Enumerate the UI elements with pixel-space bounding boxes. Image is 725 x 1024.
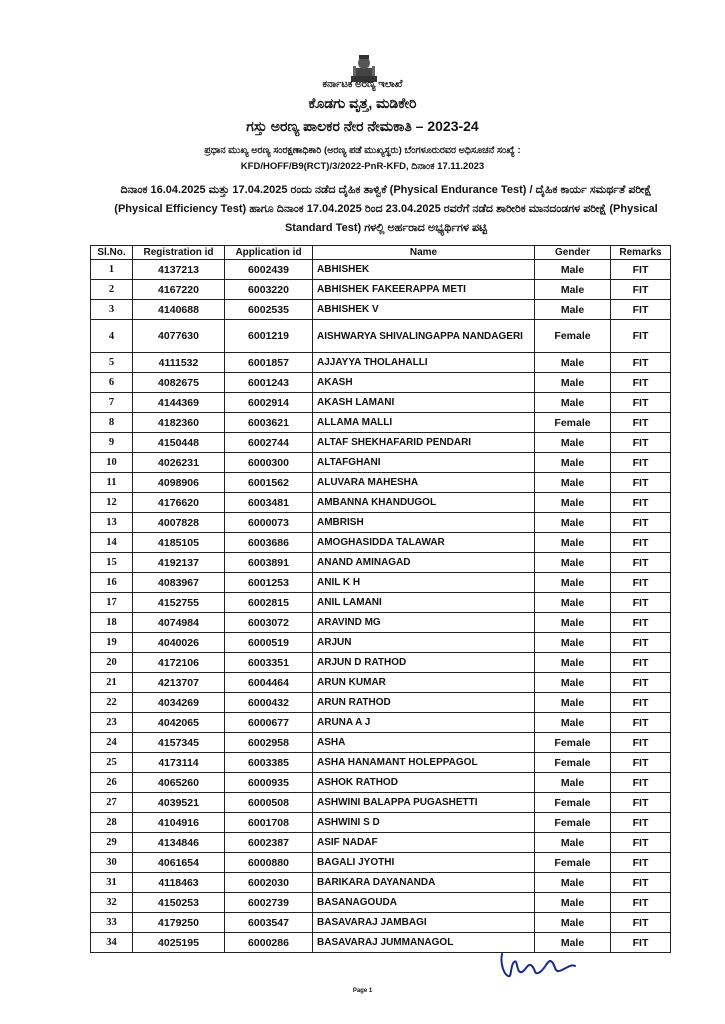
cell-registration-id: 4144369 <box>133 393 225 413</box>
notification-line: ಪ್ರಧಾನ ಮುಖ್ಯ ಅರಣ್ಯ ಸಂರಕ್ಷಣಾಧಿಕಾರಿ (ಅರಣ್ಯ ಪಡೆ ಮುಖ್ಯಸ್ಥರು) ಬೆಂಗಳೂರುರವರ ಅಧಿಸೂಚನೆ ಸಂಖ್ಯೆ : <box>204 145 521 156</box>
cell-name: ANIL K H <box>313 573 535 593</box>
cell-application-id: 6002439 <box>225 260 313 280</box>
cell-sl-no: 31 <box>91 873 133 893</box>
column-header: Sl.No. <box>91 246 133 260</box>
cell-application-id: 6002739 <box>225 893 313 913</box>
table-row <box>91 473 671 493</box>
cell-registration-id: 4074984 <box>133 613 225 633</box>
cell-remarks: FIT <box>611 733 671 753</box>
cell-name: ARAVIND MG <box>313 613 535 633</box>
cell-sl-no: 18 <box>91 613 133 633</box>
cell-gender: Male <box>535 373 611 393</box>
cell-gender: Male <box>535 613 611 633</box>
cell-name: ASHWINI BALAPPA PUGASHETTI <box>313 793 535 813</box>
cell-sl-no: 34 <box>91 933 133 953</box>
cell-gender: Male <box>535 593 611 613</box>
cell-registration-id: 4176620 <box>133 493 225 513</box>
cell-remarks: FIT <box>611 320 671 353</box>
cell-remarks: FIT <box>611 813 671 833</box>
cell-sl-no: 26 <box>91 773 133 793</box>
cell-sl-no: 33 <box>91 913 133 933</box>
cell-gender: Male <box>535 280 611 300</box>
recruitment-title: ಗಸ್ತು ಅರಣ್ಯ ಪಾಲಕರ ನೇರ ನೇಮಕಾತಿ – 2023-24 <box>246 118 479 134</box>
cell-registration-id: 4185105 <box>133 533 225 553</box>
cell-application-id: 6003072 <box>225 613 313 633</box>
cell-remarks: FIT <box>611 553 671 573</box>
cell-application-id: 6003891 <box>225 553 313 573</box>
cell-registration-id: 4061654 <box>133 853 225 873</box>
table-row <box>91 793 671 813</box>
cell-remarks: FIT <box>611 573 671 593</box>
cell-application-id: 6002914 <box>225 393 313 413</box>
table-row <box>91 413 671 433</box>
cell-sl-no: 19 <box>91 633 133 653</box>
cell-name: BASAVARAJ JUMMANAGOL <box>313 933 535 953</box>
cell-registration-id: 4025195 <box>133 933 225 953</box>
cell-application-id: 6000300 <box>225 453 313 473</box>
cell-sl-no: 12 <box>91 493 133 513</box>
table-row <box>91 673 671 693</box>
cell-registration-id: 4104916 <box>133 813 225 833</box>
cell-registration-id: 4040026 <box>133 633 225 653</box>
cell-sl-no: 2 <box>91 280 133 300</box>
cell-application-id: 6002815 <box>225 593 313 613</box>
cell-application-id: 6003621 <box>225 413 313 433</box>
cell-application-id: 6000880 <box>225 853 313 873</box>
cell-name: ASHOK RATHOD <box>313 773 535 793</box>
cell-registration-id: 4034269 <box>133 693 225 713</box>
cell-application-id: 6001219 <box>225 320 313 353</box>
table-row <box>91 513 671 533</box>
cell-registration-id: 4140688 <box>133 300 225 320</box>
table-row <box>91 813 671 833</box>
table-row <box>91 373 671 393</box>
cell-remarks: FIT <box>611 633 671 653</box>
cell-remarks: FIT <box>611 613 671 633</box>
table-row <box>91 833 671 853</box>
cell-gender: Male <box>535 493 611 513</box>
cell-sl-no: 13 <box>91 513 133 533</box>
cell-remarks: FIT <box>611 593 671 613</box>
cell-gender: Male <box>535 833 611 853</box>
table-row <box>91 300 671 320</box>
cell-name: ARJUN D RATHOD <box>313 653 535 673</box>
cell-gender: Male <box>535 873 611 893</box>
cell-gender: Female <box>535 733 611 753</box>
cell-name: ABHISHEK V <box>313 300 535 320</box>
cell-remarks: FIT <box>611 913 671 933</box>
cell-application-id: 6001243 <box>225 373 313 393</box>
table-row <box>91 773 671 793</box>
cell-name: ANAND AMINAGAD <box>313 553 535 573</box>
cell-application-id: 6000286 <box>225 933 313 953</box>
cell-name: BASANAGOUDA <box>313 893 535 913</box>
table-row <box>91 693 671 713</box>
cell-registration-id: 4134846 <box>133 833 225 853</box>
table-row <box>91 553 671 573</box>
cell-remarks: FIT <box>611 453 671 473</box>
cell-gender: Male <box>535 473 611 493</box>
cell-name: BASAVARAJ JAMBAGI <box>313 913 535 933</box>
cell-registration-id: 4150253 <box>133 893 225 913</box>
cell-application-id: 6001253 <box>225 573 313 593</box>
cell-sl-no: 1 <box>91 260 133 280</box>
cell-gender: Female <box>535 320 611 353</box>
cell-remarks: FIT <box>611 693 671 713</box>
cell-name: AJJAYYA THOLAHALLI <box>313 353 535 373</box>
cell-gender: Male <box>535 353 611 373</box>
cell-gender: Male <box>535 673 611 693</box>
cell-application-id: 6001857 <box>225 353 313 373</box>
cell-sl-no: 4 <box>91 320 133 353</box>
cell-name: ASHA HANAMANT HOLEPPAGOL <box>313 753 535 773</box>
table-row <box>91 913 671 933</box>
cell-registration-id: 4137213 <box>133 260 225 280</box>
circle-name: ಕೊಡಗು ವೃತ್ತ, ಮಡಿಕೇರಿ <box>308 95 417 111</box>
cell-sl-no: 9 <box>91 433 133 453</box>
table-row <box>91 533 671 553</box>
cell-application-id: 6000508 <box>225 793 313 813</box>
table-row <box>91 453 671 473</box>
table-row <box>91 353 671 373</box>
cell-name: ABHISHEK FAKEERAPPA METI <box>313 280 535 300</box>
cell-registration-id: 4157345 <box>133 733 225 753</box>
table-row <box>91 393 671 413</box>
cell-remarks: FIT <box>611 933 671 953</box>
cell-gender: Male <box>535 573 611 593</box>
cell-gender: Female <box>535 753 611 773</box>
cell-application-id: 6000432 <box>225 693 313 713</box>
table-row <box>91 593 671 613</box>
cell-application-id: 6000519 <box>225 633 313 653</box>
cell-registration-id: 4173114 <box>133 753 225 773</box>
cell-name: ASHWINI S D <box>313 813 535 833</box>
table-row <box>91 753 671 773</box>
cell-remarks: FIT <box>611 653 671 673</box>
cell-name: BARIKARA DAYANANDA <box>313 873 535 893</box>
cell-name: ABHISHEK <box>313 260 535 280</box>
cell-remarks: FIT <box>611 893 671 913</box>
signature-icon <box>498 948 576 982</box>
cell-registration-id: 4179250 <box>133 913 225 933</box>
cell-sl-no: 24 <box>91 733 133 753</box>
cell-name: AMOGHASIDDA TALAWAR <box>313 533 535 553</box>
cell-name: AMBANNA KHANDUGOL <box>313 493 535 513</box>
cell-gender: Male <box>535 653 611 673</box>
cell-application-id: 6002030 <box>225 873 313 893</box>
cell-gender: Male <box>535 513 611 533</box>
cell-gender: Male <box>535 453 611 473</box>
cell-remarks: FIT <box>611 280 671 300</box>
cell-application-id: 6003481 <box>225 493 313 513</box>
table-row <box>91 320 671 353</box>
cell-gender: Female <box>535 793 611 813</box>
cell-name: AISHWARYA SHIVALINGAPPA NANDAGERI <box>313 320 535 353</box>
table-row <box>91 873 671 893</box>
cell-gender: Female <box>535 813 611 833</box>
cell-remarks: FIT <box>611 513 671 533</box>
cell-registration-id: 4039521 <box>133 793 225 813</box>
cell-remarks: FIT <box>611 413 671 433</box>
cell-gender: Male <box>535 533 611 553</box>
cell-sl-no: 16 <box>91 573 133 593</box>
cell-sl-no: 25 <box>91 753 133 773</box>
table-row <box>91 433 671 453</box>
department-name: ಕರ್ನಾಟಕ ಅರಣ್ಯ ಇಲಾಖೆ <box>322 79 403 90</box>
cell-application-id: 6003686 <box>225 533 313 553</box>
cell-sl-no: 8 <box>91 413 133 433</box>
table-header-row <box>91 246 671 260</box>
cell-application-id: 6002744 <box>225 433 313 453</box>
cell-remarks: FIT <box>611 713 671 733</box>
cell-sl-no: 11 <box>91 473 133 493</box>
cell-remarks: FIT <box>611 873 671 893</box>
cell-registration-id: 4082675 <box>133 373 225 393</box>
cell-remarks: FIT <box>611 353 671 373</box>
cell-registration-id: 4150448 <box>133 433 225 453</box>
cell-name: AMBRISH <box>313 513 535 533</box>
cell-sl-no: 5 <box>91 353 133 373</box>
cell-registration-id: 4111532 <box>133 353 225 373</box>
cell-registration-id: 4213707 <box>133 673 225 693</box>
cell-remarks: FIT <box>611 753 671 773</box>
table-row <box>91 733 671 753</box>
cell-sl-no: 23 <box>91 713 133 733</box>
cell-sl-no: 29 <box>91 833 133 853</box>
cell-gender: Female <box>535 413 611 433</box>
cell-name: ANIL LAMANI <box>313 593 535 613</box>
table-row <box>91 653 671 673</box>
cell-remarks: FIT <box>611 493 671 513</box>
cell-registration-id: 4182360 <box>133 413 225 433</box>
cell-gender: Male <box>535 693 611 713</box>
cell-remarks: FIT <box>611 533 671 553</box>
cell-gender: Male <box>535 300 611 320</box>
cell-sl-no: 6 <box>91 373 133 393</box>
cell-sl-no: 21 <box>91 673 133 693</box>
cell-registration-id: 4152755 <box>133 593 225 613</box>
cell-name: ASHA <box>313 733 535 753</box>
candidate-table <box>90 245 671 953</box>
cell-application-id: 6003547 <box>225 913 313 933</box>
intro-paragraph: ದಿನಾಂಕ 16.04.2025 ಮತ್ತು 17.04.2025 ರಂದು ನಡೆದ ದೈಹಿಕ ತಾಳ್ವಿಕೆ (Physical Endurance Test) / ದೈಹಿಕ ಕಾರ್ಯ ಸಮರ್ಥತೆ ಪರೀಕ್ಷೆ (Physical Efficiency Test) ಹಾಗೂ ದಿನಾಂಕ 17.04.2025 ರಿಂದ 23.04.2025 ರವರೆಗೆ ನಡೆದ ಶಾರೀರಿಕ ಮಾನದಂಡಗಳ ಪರೀಕ್ಷೆ (Physical Standard Test) ಗಳಲ್ಲಿ ಅರ್ಹರಾದ ಅಭ್ಯರ್ಥಿಗಳ ಪಟ್ಟಿ <box>114 184 658 234</box>
cell-sl-no: 7 <box>91 393 133 413</box>
cell-name: AKASH LAMANI <box>313 393 535 413</box>
cell-registration-id: 4042065 <box>133 713 225 733</box>
cell-sl-no: 22 <box>91 693 133 713</box>
cell-application-id: 6002387 <box>225 833 313 853</box>
cell-gender: Female <box>535 853 611 873</box>
cell-registration-id: 4007828 <box>133 513 225 533</box>
cell-name: AKASH <box>313 373 535 393</box>
cell-remarks: FIT <box>611 473 671 493</box>
cell-registration-id: 4065260 <box>133 773 225 793</box>
cell-remarks: FIT <box>611 793 671 813</box>
cell-name: ALTAF SHEKHAFARID PENDARI <box>313 433 535 453</box>
table-row <box>91 573 671 593</box>
cell-application-id: 6000677 <box>225 713 313 733</box>
cell-registration-id: 4192137 <box>133 553 225 573</box>
table-row <box>91 493 671 513</box>
cell-sl-no: 28 <box>91 813 133 833</box>
cell-remarks: FIT <box>611 673 671 693</box>
cell-sl-no: 10 <box>91 453 133 473</box>
cell-name: ARJUN <box>313 633 535 653</box>
cell-application-id: 6000935 <box>225 773 313 793</box>
cell-registration-id: 4098906 <box>133 473 225 493</box>
cell-remarks: FIT <box>611 833 671 853</box>
cell-name: ALTAFGHANI <box>313 453 535 473</box>
table-row <box>91 280 671 300</box>
cell-remarks: FIT <box>611 393 671 413</box>
table-row <box>91 933 671 953</box>
table-row <box>91 893 671 913</box>
cell-gender: Male <box>535 553 611 573</box>
cell-remarks: FIT <box>611 373 671 393</box>
cell-gender: Male <box>535 713 611 733</box>
cell-sl-no: 20 <box>91 653 133 673</box>
cell-registration-id: 4167220 <box>133 280 225 300</box>
table-row <box>91 613 671 633</box>
cell-name: ARUNA A J <box>313 713 535 733</box>
cell-gender: Male <box>535 433 611 453</box>
cell-name: BAGALI JYOTHI <box>313 853 535 873</box>
cell-sl-no: 32 <box>91 893 133 913</box>
cell-remarks: FIT <box>611 853 671 873</box>
cell-gender: Male <box>535 913 611 933</box>
cell-registration-id: 4026231 <box>133 453 225 473</box>
cell-name: ARUN RATHOD <box>313 693 535 713</box>
cell-application-id: 6003220 <box>225 280 313 300</box>
cell-gender: Male <box>535 893 611 913</box>
column-header: Application id <box>225 246 313 260</box>
table-row <box>91 713 671 733</box>
cell-application-id: 6001708 <box>225 813 313 833</box>
cell-name: ARUN KUMAR <box>313 673 535 693</box>
cell-application-id: 6003385 <box>225 753 313 773</box>
cell-name: ASIF NADAF <box>313 833 535 853</box>
page-number: Page 1 <box>352 988 373 994</box>
cell-gender: Male <box>535 393 611 413</box>
cell-gender: Male <box>535 933 611 953</box>
cell-gender: Male <box>535 260 611 280</box>
cell-remarks: FIT <box>611 300 671 320</box>
cell-name: ALLAMA MALLI <box>313 413 535 433</box>
cell-application-id: 6003351 <box>225 653 313 673</box>
cell-sl-no: 17 <box>91 593 133 613</box>
cell-application-id: 6004464 <box>225 673 313 693</box>
cell-application-id: 6001562 <box>225 473 313 493</box>
column-header: Remarks <box>611 246 671 260</box>
column-header: Registration id <box>133 246 225 260</box>
column-header: Name <box>313 246 535 260</box>
cell-sl-no: 15 <box>91 553 133 573</box>
cell-gender: Male <box>535 633 611 653</box>
cell-name: ALUVARA MAHESHA <box>313 473 535 493</box>
table-row <box>91 260 671 280</box>
table-row <box>91 853 671 873</box>
cell-application-id: 6002958 <box>225 733 313 753</box>
cell-registration-id: 4077630 <box>133 320 225 353</box>
table-row <box>91 633 671 653</box>
cell-sl-no: 14 <box>91 533 133 553</box>
cell-sl-no: 30 <box>91 853 133 873</box>
notification-ref: KFD/HOFF/B9(RCT)/3/2022-PnR-KFD, ದಿನಾಂಕ 17.11.2023 <box>240 161 485 172</box>
cell-registration-id: 4083967 <box>133 573 225 593</box>
cell-sl-no: 3 <box>91 300 133 320</box>
column-header: Gender <box>535 246 611 260</box>
cell-remarks: FIT <box>611 433 671 453</box>
cell-remarks: FIT <box>611 773 671 793</box>
cell-remarks: FIT <box>611 260 671 280</box>
cell-registration-id: 4172106 <box>133 653 225 673</box>
cell-application-id: 6002535 <box>225 300 313 320</box>
cell-registration-id: 4118463 <box>133 873 225 893</box>
cell-application-id: 6000073 <box>225 513 313 533</box>
cell-sl-no: 27 <box>91 793 133 813</box>
cell-gender: Male <box>535 773 611 793</box>
